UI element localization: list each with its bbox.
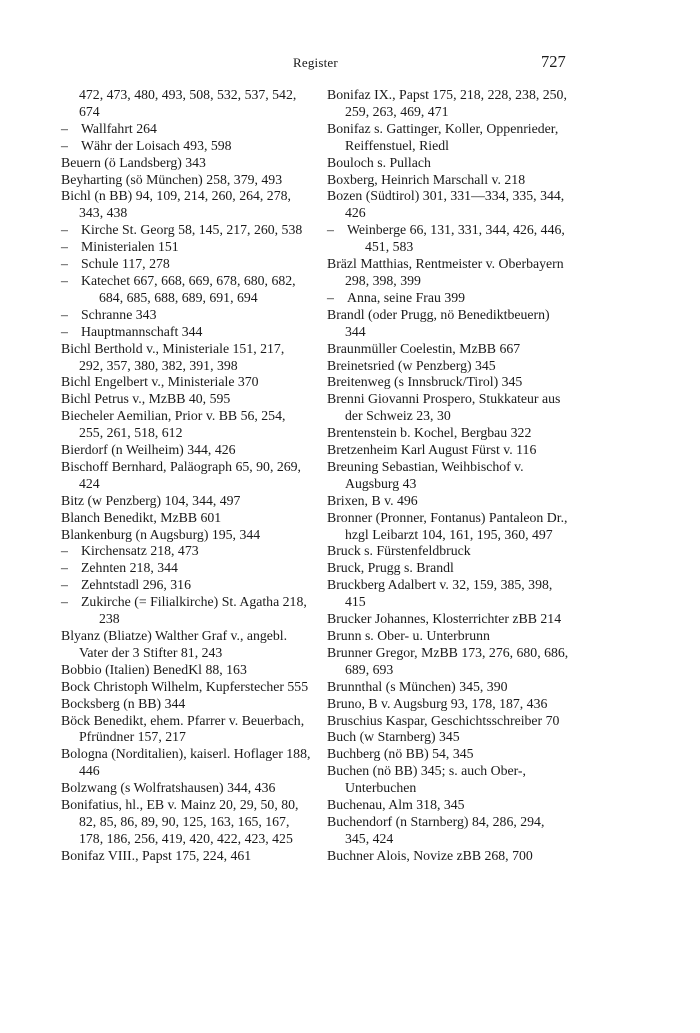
index-entry: Bruno, B v. Augsburg 93, 178, 187, 436	[327, 695, 548, 711]
index-entry: Brunner Gregor, MzBB 173, 276, 680, 686, 689, 693	[327, 644, 569, 677]
index-entry: Bock Christoph Wilhelm, Kupferstecher 555	[61, 678, 309, 694]
index-entry: Beuern (ö Landsberg) 343	[61, 154, 206, 170]
index-entry-text: Zukirche (= Filialkirche) St. Agatha 218, 238	[81, 594, 307, 627]
index-entry: Blankenburg (n Augsburg) 195, 344	[61, 526, 261, 542]
index-entry: Bronner (Pronner, Fontanus) Pantaleon Dr., hzgl Leibarzt 104, 161, 195, 360, 497	[327, 509, 568, 542]
index-subentry	[61, 324, 311, 341]
index-entry: Bobbio (Italien) BenedKl 88, 163	[61, 661, 247, 677]
subentry-dash: –	[327, 222, 334, 238]
index-entry-text: Währ der Loisach 493, 598	[81, 137, 232, 153]
index-entry: Bichl Berthold v., Ministeriale 151, 217, 292, 357, 380, 382, 391, 398	[61, 340, 285, 373]
subentry-dash: –	[61, 222, 68, 238]
index-entry-text: Weinberge 66, 131, 331, 344, 426, 446, 451, 583	[347, 222, 565, 255]
index-subentry	[61, 560, 311, 577]
index-entry: Brunn s. Ober- u. Unterbrunn	[327, 628, 490, 643]
index-entry: Breuning Sebastian, Weihbischof v. Augsburg 43	[327, 458, 524, 491]
index-entry: Buchen (nö BB) 345; s. auch Ober-, Unterbuchen	[327, 763, 526, 796]
index-entry-text: Kirchensatz 218, 473	[81, 543, 199, 559]
index-entry: Bitz (w Penzberg) 104, 344, 497	[61, 492, 241, 508]
subentry-dash: –	[61, 120, 68, 136]
index-entry-text: Katechet 667, 668, 669, 678, 680, 682, 684, 685, 688, 689, 691, 694	[81, 272, 296, 305]
index-subentry	[61, 121, 311, 138]
index-entry: Bräzl Matthias, Rentmeister v. Oberbayern 298, 398, 399	[327, 256, 564, 288]
index-entry: Bouloch s. Pullach	[327, 154, 431, 170]
index-entry-text: Schule 117, 278	[81, 256, 170, 272]
index-entry: Bruschius Kaspar, Geschichtsschreiber 70	[327, 712, 560, 728]
index-entry: Bozen (Südtirol) 301, 331—334, 335, 344, 426	[327, 188, 565, 221]
index-entry: Bolzwang (s Wolfratshausen) 344, 436	[61, 780, 276, 796]
index-subentry	[61, 273, 311, 307]
index-entry: Brucker Johannes, Klosterrichter zBB 214	[327, 611, 562, 627]
index-subentry	[61, 256, 311, 273]
index-subentry	[61, 239, 311, 256]
index-subentry	[61, 543, 311, 560]
index-entry: Brunnthal (s München) 345, 390	[327, 678, 508, 694]
index-entry: Bruck, Prugg s. Brandl	[327, 560, 454, 576]
index-entry: Bretzenheim Karl August Fürst v. 116	[327, 442, 537, 458]
index-entry: Braunmüller Coelestin, MzBB 667	[327, 340, 521, 356]
index-entry: Blyanz (Bliatze) Walther Graf v., angebl. Vater der 3 Stifter 81, 243	[61, 628, 288, 660]
index-entry: Breitenweg (s Innsbruck/Tirol) 345	[327, 374, 523, 390]
page-number: 727	[541, 52, 566, 71]
index-subentry	[61, 577, 311, 594]
index-entry-continuation: 472, 473, 480, 493, 508, 532, 537, 542, 674	[79, 87, 297, 119]
index-entry-text: Zehntstadl 296, 316	[81, 577, 191, 593]
index-entry: Boxberg, Heinrich Marschall v. 218	[327, 171, 526, 187]
index-entry: Bierdorf (n Weilheim) 344, 426	[61, 442, 236, 458]
index-column-left	[61, 87, 311, 865]
subentry-dash: –	[61, 543, 68, 559]
index-entry: Brentenstein b. Kochel, Bergbau 322	[327, 425, 532, 441]
index-subentry	[327, 290, 570, 307]
index-entry: Bichl (n BB) 94, 109, 214, 260, 264, 278, 343, 438	[61, 188, 291, 221]
subentry-dash: –	[61, 137, 68, 153]
index-entry: Blanch Benedikt, MzBB 601	[61, 509, 222, 525]
subentry-dash: –	[327, 289, 334, 305]
index-entry-text: Ministerialen 151	[81, 239, 179, 255]
index-entry: Böck Benedikt, ehem. Pfarrer v. Beuerbach, Pfründner 157, 217	[61, 712, 305, 745]
index-entry: Brixen, B v. 496	[327, 492, 418, 508]
index-entry: Breinetsried (w Penzberg) 345	[327, 357, 496, 373]
subentry-dash: –	[61, 594, 68, 610]
subentry-dash: –	[61, 560, 68, 576]
index-entry: Buchberg (nö BB) 54, 345	[327, 746, 474, 762]
index-subentry	[61, 307, 311, 324]
subentry-dash: –	[61, 256, 68, 272]
index-entry: Brandl (oder Prugg, nö Benediktbeuern) 344	[327, 306, 550, 339]
index-entry: Bruck s. Fürstenfeldbruck	[327, 543, 471, 559]
index-entry: Bocksberg (n BB) 344	[61, 695, 186, 711]
index-entry: Bonifaz s. Gattinger, Koller, Oppenrieder, Reiffenstuel, Riedl	[327, 120, 559, 153]
index-entry: Bichl Petrus v., MzBB 40, 595	[61, 391, 231, 407]
index-entry: Buchendorf (n Starnberg) 84, 286, 294, 345, 424	[327, 813, 545, 846]
index-column-right	[327, 87, 570, 865]
index-subentry	[327, 222, 570, 256]
index-entry-text: Hauptmannschaft 344	[81, 323, 203, 339]
index-subentry	[61, 138, 311, 155]
index-entry-text: Anna, seine Frau 399	[347, 289, 466, 305]
index-entry-text: Zehnten 218, 344	[81, 560, 178, 576]
index-subentry	[61, 222, 311, 239]
index-entry: Bonifaz VIII., Papst 175, 224, 461	[61, 847, 252, 863]
subentry-dash: –	[61, 239, 68, 255]
index-entry: Bichl Engelbert v., Ministeriale 370	[61, 374, 259, 390]
index-entry-text: Wallfahrt 264	[81, 120, 157, 136]
index-subentry	[61, 594, 311, 628]
index-entry: Bonifaz IX., Papst 175, 218, 228, 238, 250, 259, 263, 469, 471	[327, 87, 567, 119]
index-entry-text: Schranne 343	[81, 306, 157, 322]
subentry-dash: –	[61, 306, 68, 322]
subentry-dash: –	[61, 577, 68, 593]
index-entry: Buch (w Starnberg) 345	[327, 729, 460, 745]
index-entry: Bischoff Bernhard, Paläograph 65, 90, 269, 424	[61, 458, 301, 491]
page-header	[0, 52, 700, 75]
index-entry-text: Kirche St. Georg 58, 145, 217, 260, 538	[81, 222, 303, 238]
index-entry: Bruckberg Adalbert v. 32, 159, 385, 398, 415	[327, 577, 553, 610]
subentry-dash: –	[61, 272, 68, 288]
subentry-dash: –	[61, 323, 68, 339]
index-entry: Bologna (Norditalien), kaiserl. Hoflager 188, 446	[61, 746, 311, 779]
index-entry: Buchner Alois, Novize zBB 268, 700	[327, 847, 533, 863]
running-head: Register	[293, 55, 338, 70]
index-entry: Bonifatius, hl., EB v. Mainz 20, 29, 50, 80, 82, 85, 86, 89, 90, 125, 163, 165, 167, 178, 186, 256, 419, 420, 422, 423, 425	[61, 797, 299, 846]
index-entry: Brenni Giovanni Prospero, Stukkateur aus der Schweiz 23, 30	[327, 391, 561, 424]
index-entry: Beyharting (sö München) 258, 379, 493	[61, 171, 283, 187]
index-entry: Biecheler Aemilian, Prior v. BB 56, 254, 255, 261, 518, 612	[61, 408, 286, 441]
index-entry: Buchenau, Alm 318, 345	[327, 797, 465, 813]
